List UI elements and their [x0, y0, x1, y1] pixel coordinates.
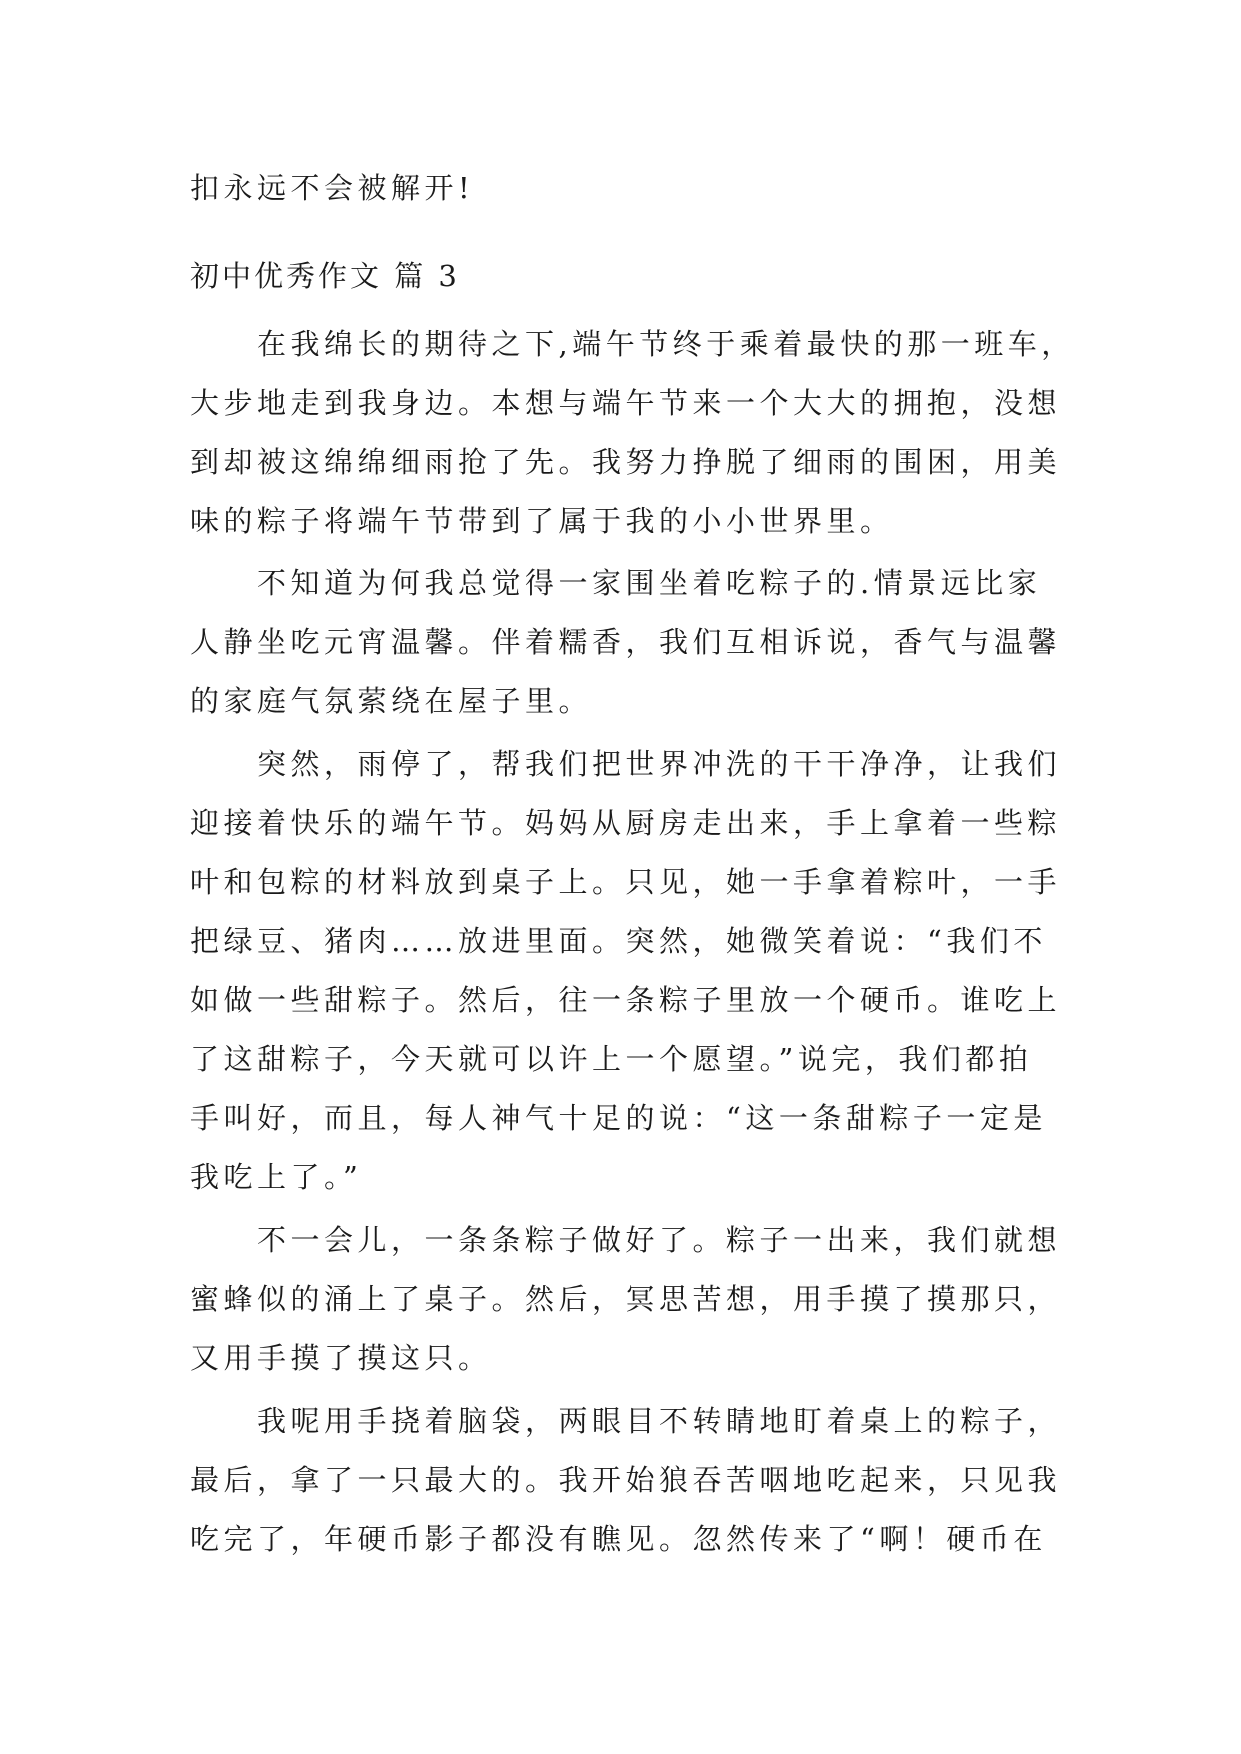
carryover-line: 扣永远不会被解开! [190, 171, 475, 205]
paragraph-4-line-1: 不一会儿，一条条粽子做好了。粽子一出来，我们就想 [257, 1223, 1062, 1257]
paragraph-1-line-2: 大步地走到我身边。本想与端午节来一个大大的拥抱，没想 [190, 386, 1062, 420]
paragraph-3-line-1: 突然，雨停了，帮我们把世界冲洗的干干净净，让我们 [257, 747, 1062, 781]
paragraph-5-line-3: 吃完了，年硬币影子都没有瞧见。忽然传来了“啊！硬币在 [190, 1522, 1047, 1556]
paragraph-1-line-1: 在我绵长的期待之下,端午节终于乘着最快的那一班车， [257, 327, 1075, 361]
paragraph-2-line-3: 的家庭气氛萦绕在屋子里。 [190, 684, 593, 718]
paragraph-3-line-8: 我吃上了。” [190, 1160, 363, 1194]
paragraph-3-line-4: 把绿豆、猪肉……放进里面。突然，她微笑着说：“我们不 [190, 924, 1047, 958]
paragraph-4-line-3: 又用手摸了摸这只。 [190, 1341, 492, 1375]
paragraph-2-line-2: 人静坐吃元宵温馨。伴着糯香，我们互相诉说，香气与温馨 [190, 625, 1062, 659]
paragraph-3-line-3: 叶和包粽的材料放到桌子上。只见，她一手拿着粽叶，一手 [190, 865, 1062, 899]
paragraph-3-line-5: 如做一些甜粽子。然后，往一条粽子里放一个硬币。谁吃上 [190, 983, 1062, 1017]
paragraph-1-line-3: 到却被这绵绵细雨抢了先。我努力挣脱了细雨的围困，用美 [190, 445, 1062, 479]
paragraph-3-line-7: 手叫好，而且，每人神气十足的说：“这一条甜粽子一定是 [190, 1101, 1047, 1135]
paragraph-2-line-1: 不知道为何我总觉得一家围坐着吃粽子的.情景远比家 [257, 566, 1042, 600]
paragraph-5-line-2: 最后，拿了一只最大的。我开始狼吞苦咽地吃起来，只见我 [190, 1463, 1062, 1497]
paragraph-5-line-1: 我呢用手挠着脑袋，两眼目不转睛地盯着桌上的粽子， [257, 1404, 1062, 1438]
paragraph-3-line-6: 了这甜粽子，今天就可以许上一个愿望。”说完，我们都拍 [190, 1042, 1033, 1076]
paragraph-1-line-4: 味的粽子将端午节带到了属于我的小小世界里。 [190, 504, 894, 538]
essay-heading: 初中优秀作文 篇 3 [190, 259, 460, 293]
paragraph-4-line-2: 蜜蜂似的涌上了桌子。然后，冥思苦想，用手摸了摸那只， [190, 1282, 1062, 1316]
paragraph-3-line-2: 迎接着快乐的端午节。妈妈从厨房走出来，手上拿着一些粽 [190, 806, 1062, 840]
